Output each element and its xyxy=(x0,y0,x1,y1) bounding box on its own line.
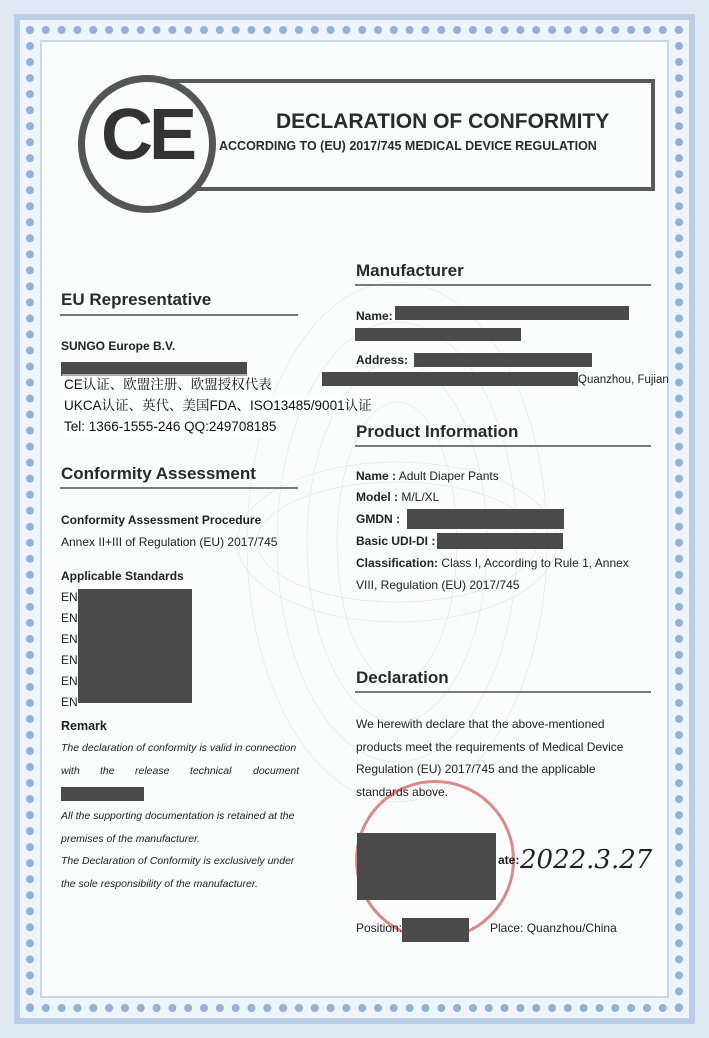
remark-text: premises of the manufacturer. xyxy=(61,833,201,845)
divider xyxy=(355,445,651,447)
redaction-block xyxy=(61,787,144,801)
declaration-text: standards above. xyxy=(356,785,449,799)
remark-word: with xyxy=(61,765,80,777)
divider xyxy=(60,487,298,489)
remark-word: technical xyxy=(190,765,232,777)
overlay-line: UKCA认证、英代、美国FDA、ISO13485/9001认证 xyxy=(62,395,374,416)
product-model-value: M/L/XL xyxy=(401,490,440,504)
header-frame xyxy=(152,79,655,191)
classification-label: Classification: xyxy=(356,556,439,570)
product-name xyxy=(356,469,499,483)
handwritten-date: 2022.3.27 xyxy=(520,845,653,875)
eu-rep-heading: EU Representative xyxy=(61,290,212,309)
redaction-block xyxy=(402,918,469,942)
standard-prefix: EN xyxy=(61,590,78,604)
manufacturer-name-label: Name: xyxy=(356,309,393,323)
divider xyxy=(355,691,651,693)
manufacturer-heading: Manufacturer xyxy=(356,261,464,280)
redaction-block xyxy=(322,372,578,386)
product-name-label: Name : xyxy=(356,469,397,483)
document-subtitle: ACCORDING TO (EU) 2017/745 MEDICAL DEVICE REGULATION xyxy=(219,139,597,153)
product-name-value: Adult Diaper Pants xyxy=(398,469,499,483)
declaration-heading: Declaration xyxy=(356,668,449,687)
redaction-block xyxy=(414,353,592,367)
procedure-value: Annex II+III of Regulation (EU) 2017/745 xyxy=(61,535,278,549)
redaction-block xyxy=(395,306,629,320)
position-label: Position: xyxy=(356,921,403,935)
ce-mark-logo: CE xyxy=(100,95,194,175)
remark-heading: Remark xyxy=(61,719,107,733)
declaration-text: We herewith declare that the above-mentioned xyxy=(356,717,605,731)
place-value: Quanzhou/China xyxy=(526,921,617,935)
redaction-block xyxy=(357,833,496,900)
place-label: Place: xyxy=(490,921,524,935)
divider xyxy=(60,314,298,316)
place xyxy=(490,921,617,935)
redaction-block xyxy=(437,533,563,549)
standard-prefix: EN xyxy=(61,695,78,709)
product-model xyxy=(356,490,439,504)
gmdn-label: GMDN : xyxy=(356,512,400,526)
classification-value-cont: VIII, Regulation (EU) 2017/745 xyxy=(356,578,520,592)
standard-prefix: EN xyxy=(61,674,78,688)
document-title: DECLARATION OF CONFORMITY xyxy=(276,110,610,133)
remark-word: document xyxy=(253,765,300,777)
product-heading: Product Information xyxy=(356,422,519,441)
declaration-text: Regulation (EU) 2017/745 and the applicable xyxy=(356,762,596,776)
classification xyxy=(356,556,629,570)
procedure-label: Conformity Assessment Procedure xyxy=(61,513,262,527)
remark-text: All the supporting documentation is retained at the xyxy=(61,810,295,822)
udi-label: Basic UDI-DI : xyxy=(356,534,436,548)
remark-text: The Declaration of Conformity is exclusively under xyxy=(61,855,295,867)
eu-rep-company: SUNGO Europe B.V. xyxy=(61,339,176,353)
redaction-block xyxy=(78,589,192,703)
declaration-text: products meet the requirements of Medical Device xyxy=(356,740,624,754)
standards-label: Applicable Standards xyxy=(61,569,184,583)
redaction-block xyxy=(407,509,564,529)
overlay-line: CE认证、欧盟注册、欧盟授权代表 xyxy=(62,374,274,395)
date-label: ate: xyxy=(498,853,520,867)
remark-text: The declaration of conformity is valid in connection xyxy=(61,742,297,754)
remark-text: the sole responsibility of the manufacturer. xyxy=(61,878,258,890)
standard-prefix: EN xyxy=(61,611,78,625)
standard-prefix: EN xyxy=(61,653,78,667)
manufacturer-address-tail: Quanzhou, Fujian xyxy=(578,374,669,386)
standard-prefix: EN xyxy=(61,632,78,646)
remark-word: the xyxy=(100,765,115,777)
divider xyxy=(355,284,651,286)
classification-value: Class I, According to Rule 1, Annex xyxy=(441,556,629,570)
manufacturer-address-label: Address: xyxy=(356,353,409,367)
redaction-block xyxy=(355,328,521,341)
product-model-label: Model : xyxy=(356,490,398,504)
remark-word: release xyxy=(135,765,170,777)
conformity-heading: Conformity Assessment xyxy=(61,464,256,483)
overlay-line: Tel: 1366-1555-246 QQ:249708185 xyxy=(62,416,278,437)
